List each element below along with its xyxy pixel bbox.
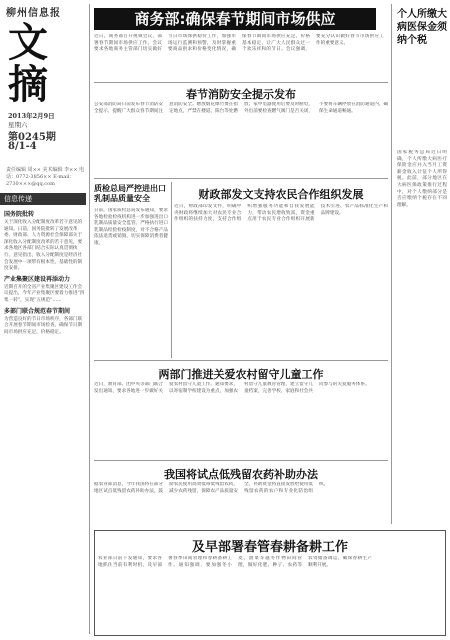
- headline-fire-safety: 春节消防安全提示发布: [186, 88, 296, 101]
- headline-farmer-cooperatives: 财政部发文支持农民合作组织发展: [198, 188, 364, 201]
- section-logo-text: 文摘: [8, 19, 48, 108]
- sidebar-item-text: 近期召开的全省产业集聚区建设工作会议提出，今年产业集聚区要着力推进“四集一转”，实现“五规范”……: [4, 284, 85, 303]
- article-body-fire-safety: 公安部消防局日前发布春节消防安全提示，提醒广大群众春节期间注意消防安全。燃放烟花爆竹要在指定地点，严禁在楼道、阳台等处燃放；家中电器使用后要及时断电，外出前要检查燃气阀门是否关闭，不要将车辆停放在消防通道内，确保生命通道畅通。: [94, 102, 388, 114]
- sidebar-item-title: 产业集聚区建设再添动力: [4, 275, 71, 283]
- article-body-commerce: 近日，商务部召开视频会议，部署春节期间市场供应工作。会议要求各地商务主管部门切实做好节日市场保供稳价工作，加强市场运行监测和预警，及时掌握重要商品供求和价格变化情况，确保春节期间市场供应充足、价格基本稳定，让广大人民群众过一个欢乐祥和的节日。会议强调，要充分认识做好春节市场供应工作的重要意义。: [94, 34, 384, 53]
- article-body-medical-insurance: 国家税务总局近日明确，个人所缴大病医疗保险金应并入当月工资薪金收入计征个人所得税。此前，部分地区在大病医保政策推行过程中，对个人缴纳部分是否应缴纳个税存在不同理解。: [397, 150, 447, 208]
- column-divider: [89, 4, 90, 634]
- article-body-dairy: 日前，国家质检总局发布通知，要求各地检验检疫机构进一步加强进出口乳制品质量安全监管。严格执行进口乳制品检验检疫制度，对不合格产品依法退货或销毁，切实保障消费者健康。: [94, 208, 168, 246]
- section-divider: [94, 360, 388, 361]
- sidebar-item-text: 为营造良好的节日市场秩序，各部门联合开展春节期间市场检查，确保节日期间市场供应充足、价格稳定。: [4, 316, 83, 335]
- sidebar-bar: 信息传递: [0, 193, 86, 205]
- headline-spring-farming: 及早部署春管春耕备耕工作: [191, 540, 348, 555]
- issue-info: [8, 112, 86, 151]
- credits: 责任编辑 周×× 美术编辑 李×× 电话：0772-3856×× E-mail：2730×××@qq.com: [6, 167, 85, 187]
- sidebar-column: [4, 208, 86, 339]
- section-divider: [94, 460, 388, 461]
- issue-pages: 8/1-4: [8, 141, 37, 152]
- column-divider: [171, 182, 172, 358]
- headline-medical-insurance-tax: 个人所缴大病医保金须纳个税: [397, 9, 447, 46]
- issue-weekday: 星期六: [8, 121, 28, 129]
- article-body-cooperatives: 近日，财政部印发文件，明确中央财政将继续加大对农民专业合作组织的扶持力度，支持合作组织增强服务功能和自我发展能力，带动农民增收致富。资金重点用于农民专业合作组织开展新技术引进、农产品标准化生产和品牌建设。: [174, 204, 388, 223]
- sidebar-item-title: 国务院批转: [4, 211, 35, 218]
- issue-number: 第0245期: [8, 132, 56, 143]
- section-divider: [94, 82, 388, 83]
- section-divider: [94, 178, 388, 179]
- masthead: 柳州信息报: [6, 8, 61, 19]
- headline-dairy-quality: 质检总局严控进出口乳制品质量安全: [94, 184, 166, 203]
- issue-date: 2013年2月9日: [8, 112, 55, 120]
- article-body-left-behind-children: 近日，教育部、团中央等部门联合发出通知，要求各地进一步做好关爱农村留守儿童工作。通知要求，以寄宿制学校建设为重点，加强农村留守儿童教育管理，建立留守儿童档案，完善学校、家庭和社会共同参与的关爱服务体系。: [94, 382, 370, 394]
- article-body-spring-farming: 农业部日前下发通知，要求各地抓住当前有利时机，及早部署春季田间管理和春耕备耕工作。通知强调，要加强冬小麦、油菜等越冬作物田间管理，做好化肥、种子、农药等农资储备调运，确保春耕生产顺利开展。: [98, 556, 372, 568]
- headline-left-behind-children: 两部门推进关爱农村留守儿童工作: [158, 368, 324, 381]
- column-divider: [391, 4, 392, 524]
- sidebar-item-title: 多部门联合规范春节期间: [4, 307, 71, 315]
- headline-commerce-ministry: 商务部:确保春节期间市场供应: [94, 8, 376, 30]
- article-body-pesticide: 据农业部消息，今年我国将在部分地区试点低残留农药补助办法，鼓励农民使用高效低毒低残留农药，减少农药残留，保障农产品质量安全。补助资金将直接发放给使用低残留农药的农户和专业化防治组织。: [94, 482, 329, 494]
- sidebar-item-text: 关于深化收入分配制度改革若干意见的通知。日前，国务院批转了发展改革委、财政部、人力资源社会保障部关于深化收入分配制度改革的若干意见，要求各地区各部门结合实际认真贯彻执行。意见指出，收入分配制度是经济社会发展中一项带有根本性、基础性的制度安排。: [4, 220, 83, 272]
- headline-pesticide-subsidy: 我国将试点低残留农药补助办法: [164, 468, 318, 481]
- section-logo: [8, 19, 86, 112]
